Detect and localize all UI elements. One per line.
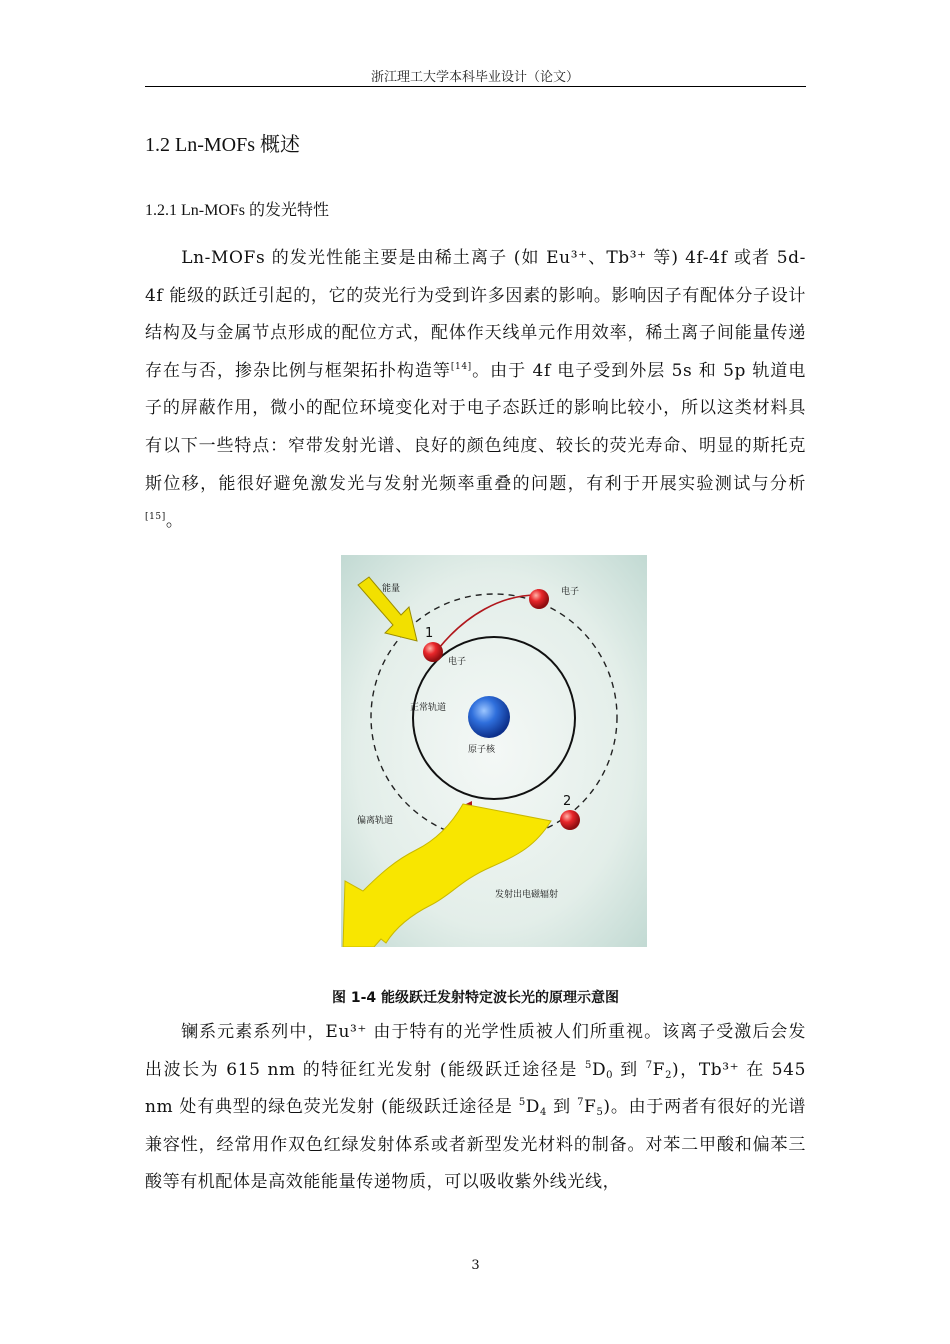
label-step-1: 1 [425,626,434,641]
p2-sup3: 5 [518,1097,526,1109]
label-normal-orbit: 正常轨道 [410,703,447,713]
electron-excited-icon [529,589,549,609]
label-nucleus: 原子核 [468,745,496,755]
label-electron-left: 电子 [448,657,467,667]
electron-ground-icon [423,642,443,662]
paragraph1-text-a: Ln-MOFs 的发光性能主要是由稀土离子 (如 Eu³⁺、Tb³⁺ 等) 4f-4f 或者 5d-4f 能级的跃迁引起的，它的荧光行为受到许多因素的影响。影响因子有配体分子设计结构及与金属节点形成的配位方式，配体作天线单元作用效率，稀土离子间能量传递存在与否，掺杂比例与框架拓扑构造等 [145,248,806,381]
label-energy: 能量 [382,584,401,594]
p2-f: D [525,1097,541,1118]
nucleus-icon [468,696,510,738]
section-heading: 1.2 Ln-MOFs 概述 [145,134,301,156]
paragraph-luminescence [145,240,806,541]
citation-15: [15] [145,512,166,523]
p2-sup1: 5 [584,1059,592,1071]
p2-sub1: 0 [606,1069,614,1081]
p2-e: )，Tb³⁺ 在 545 nm 处有典型的绿色荧光发射 (能级跃迁途径是 [145,1059,807,1118]
label-emit-radiation: 发射出电磁辐射 [495,890,559,900]
paragraph1-text-c: 。 [165,511,184,532]
label-far-orbit: 偏离轨道 [357,816,394,826]
subsection-heading: 1.2.1 Ln-MOFs 的发光特性 [145,202,330,219]
p2-d: F [652,1059,666,1080]
p2-sup2: 7 [645,1059,653,1071]
label-step-2: 2 [563,794,572,809]
header-rule [145,86,806,87]
p2-sub4: 5 [596,1107,604,1119]
p2-h: F [584,1097,597,1118]
electron-returning-icon [560,810,580,830]
running-header: 浙江理工大学本科毕业设计（论文） [370,70,579,85]
p2-g: 到 [546,1097,578,1118]
p2-a: 镧系元素系列中，Eu³⁺ 由于特有的光学性质被人们所重视。该离子受激后会发出波长为 615 nm 的特征红光发射 (能级跃迁途径是 [145,1022,807,1080]
paragraph1-text-b: 。由于 4f 电子受到外层 5s 和 5p 轨道电子的屏蔽作用，微小的配位环境变化对于电子态跃迁的影响比较小，所以这类材料具有以下一些特点：窄带发射光谱、良好的颜色纯度、较长的荧光寿命、明显的斯托克斯位移，能很好避免激发光与发射光频率重叠的问题，有利于开展实验测试与分析 [145,360,806,494]
p2-b: D [591,1059,607,1080]
p2-sub3: 4 [540,1107,547,1119]
p2-i: )。由于两者有很好的光谱兼容性，经常用作双色红绿发射体系或者新型发光材料的制备。对苯二甲酸和偏苯三酸等有机配体是高效能能量传递物质，可以吸收紫外线光线， [145,1097,807,1193]
orbit-transition-figure [341,555,647,947]
paragraph-eu-tb [145,1014,806,1202]
label-electron-top: 电子 [561,587,580,597]
p2-c: 到 [613,1059,646,1080]
citation-14: [14] [450,361,472,372]
figure-caption: 图 1-4 能级跃迁发射特定波长光的原理示意图 [331,990,620,1006]
page-number: 3 [471,1258,480,1273]
p2-sup4: 7 [577,1097,585,1109]
p2-sub2: 2 [665,1069,673,1081]
